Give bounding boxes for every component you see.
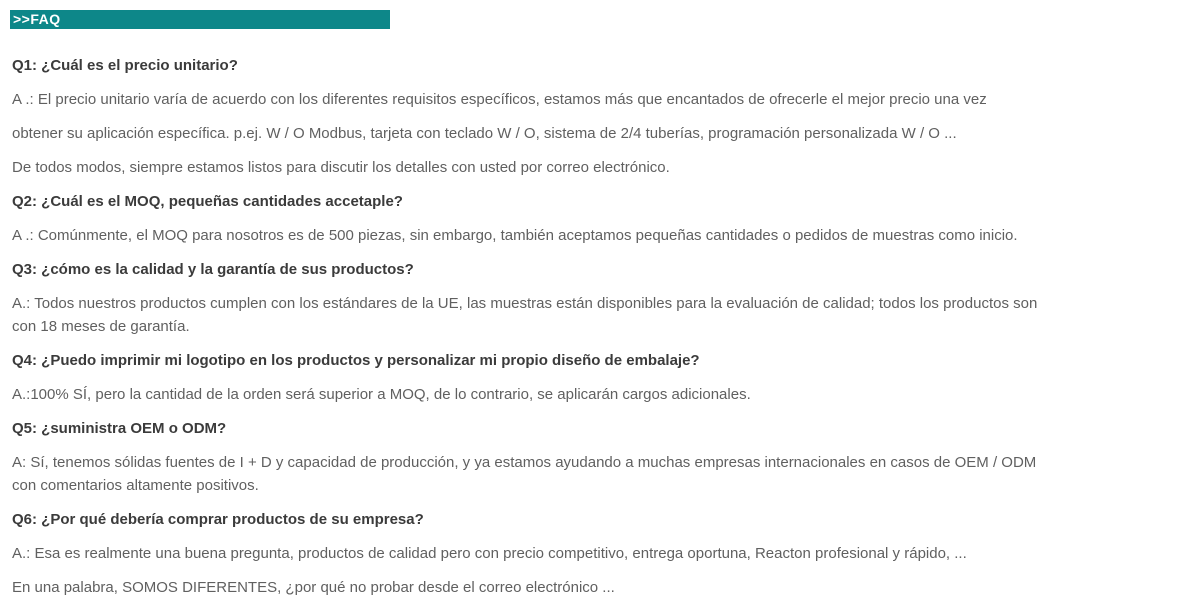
faq-list: [12, 54, 1052, 599]
faq-answer: A: Sí, tenemos sólidas fuentes de I + D y capacidad de producción, y ya estamos ayudando a muchas empresas internacionales en casos de OEM / ODM con comentarios altamente positivos.: [12, 454, 1037, 494]
faq-section-title: >>FAQ: [13, 11, 61, 27]
faq-question: Q3: ¿cómo es la calidad y la garantía de sus productos?: [12, 261, 414, 278]
faq-item-q5: [12, 417, 1052, 497]
faq-question: Q6: ¿Por qué debería comprar productos de su empresa?: [12, 511, 424, 528]
faq-question: Q1: ¿Cuál es el precio unitario?: [12, 57, 238, 74]
faq-item-q3: [12, 258, 1052, 338]
faq-question: Q2: ¿Cuál es el MOQ, pequeñas cantidades accetaple?: [12, 193, 403, 210]
faq-answer: A .: Comúnmente, el MOQ para nosotros es de 500 piezas, sin embargo, también aceptamos pequeñas cantidades o pedidos de muestras como inicio.: [12, 227, 1018, 244]
faq-question: Q5: ¿suministra OEM o ODM?: [12, 420, 227, 437]
faq-item-q6: [12, 508, 1052, 599]
faq-answer: En una palabra, SOMOS DIFERENTES, ¿por qué no probar desde el correo electrónico ...: [12, 579, 615, 596]
faq-item-q4: [12, 349, 1052, 406]
faq-answer: De todos modos, siempre estamos listos para discutir los detalles con usted por correo electrónico.: [12, 159, 670, 176]
faq-answer: A .: El precio unitario varía de acuerdo con los diferentes requisitos específicos, estamos más que encantados de ofrecerle el mejor precio una vez: [12, 91, 987, 108]
faq-section-header: [10, 10, 390, 29]
faq-item-q1: [12, 54, 1052, 179]
faq-answer: A.:100% SÍ, pero la cantidad de la orden será superior a MOQ, de lo contrario, se aplicarán cargos adicionales.: [12, 386, 751, 403]
faq-item-q2: [12, 190, 1052, 247]
faq-answer: A.: Todos nuestros productos cumplen con los estándares de la UE, las muestras están disponibles para la evaluación de calidad; todos los productos son con 18 meses de garantía.: [12, 295, 1038, 335]
faq-answer: A.: Esa es realmente una buena pregunta, productos de calidad pero con precio competitivo, entrega oportuna, Reacton profesional y rápido, ...: [12, 545, 967, 562]
faq-answer: obtener su aplicación específica. p.ej. W / O Modbus, tarjeta con teclado W / O, sistema de 2/4 tuberías, programación personalizada W / O ...: [12, 125, 957, 142]
faq-question: Q4: ¿Puedo imprimir mi logotipo en los productos y personalizar mi propio diseño de embalaje?: [12, 352, 700, 369]
